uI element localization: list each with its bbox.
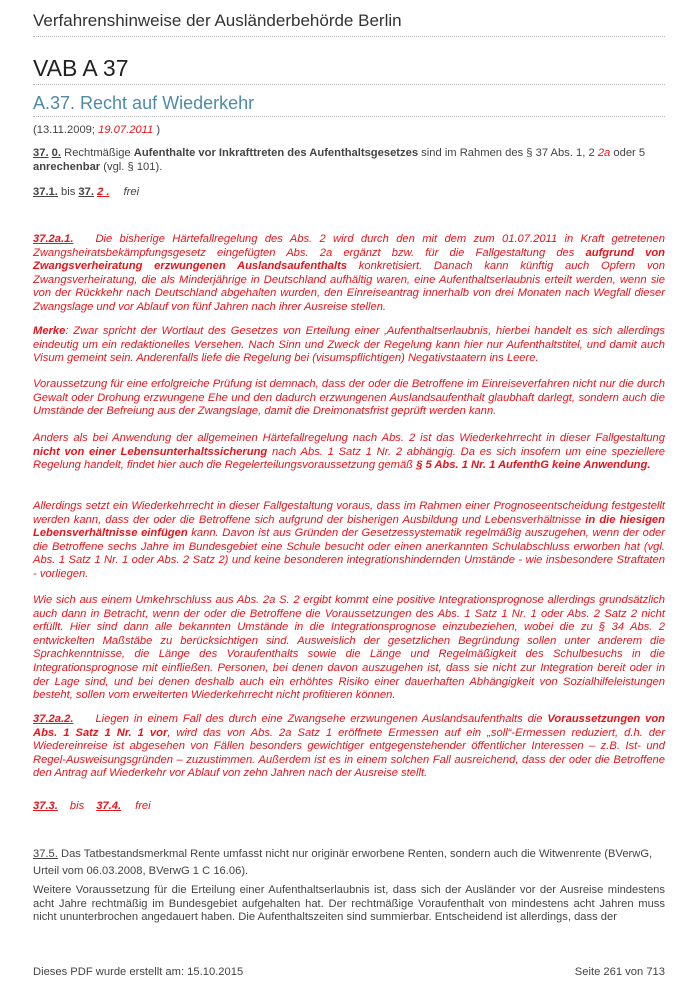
divider xyxy=(33,36,665,37)
ref-link[interactable]: 37. xyxy=(78,186,94,198)
paragraph-37-2a-2: 37.2a.2. Liegen in einem Fall des durch eine Zwangsehe erzwungenen Auslandsaufenthalts die Voraussetzungen von Abs. 1 Satz 1 Nr. 1 vor, wird das von Abs. 2a Satz 1 eröffnete Ermessen auf ein „soll“-Ermessen reduziert, d.h. der Wiedereinreise ist abgesehen von Fällen besonders gewichtiger entgegenstehender öffentlicher Interessen – z.B. Ist- und Regel-Ausweisungsgründen – zuzustimmen. Außerdem ist es in einem solchen Fall ausreichend, dass der oder die Betroffene den Antrag auf Wiederkehr vor Ablauf von zehn Jahren nach der Ausreise stellt. xyxy=(33,713,665,780)
ref-link[interactable]: 2 . xyxy=(97,186,110,198)
footer-page-number: Seite 261 von 713 xyxy=(574,966,665,978)
divider xyxy=(33,84,665,85)
paragraph-allerdings: Allerdings setzt ein Wiederkehrrecht in dieser Fallgestaltung voraus, dass im Rahmen einer Prognoseentscheidung festgestellt werden kann, dass der oder die Betroffene sich aufgrund der bisherigen Ausbildung und Lebensverhältnisse in die hiesigen Lebensverhältnisse einfügen kann. Davon ist aus Gründen der Gesetzessystematik regelmäßig auszugehen, wenn der oder die Betroffene sechs Jahre im Bundesgebiet eine Schule besucht oder einen anerkannten Schulabschluss erworben hat (vgl. Abs. 1 Satz 1 Nr. 1 oder Abs. 2 Satz 2) und keine besonderen integrationshindernden Umstände - wie insbesondere Straftaten - vorliegen. xyxy=(33,500,666,580)
ref-link[interactable]: 37.1. xyxy=(33,186,58,198)
ref-link[interactable]: 37.3. xyxy=(33,800,58,812)
paragraph-37-1: 37.1. bis 37. 2 . frei xyxy=(33,186,140,198)
revision-dates: (13.11.2009; 19.07.2011 ) xyxy=(33,124,161,136)
ref-link[interactable]: 0. xyxy=(51,147,62,159)
site-title: Verfahrenshinweise der Ausländerbehörde Berlin xyxy=(33,11,402,30)
footer-created: Dieses PDF wurde erstellt am: 15.10.2015 xyxy=(33,966,244,978)
ref-link[interactable]: 37.2a.2. xyxy=(33,713,74,725)
ref-link[interactable]: 37.5. xyxy=(33,848,58,860)
paragraph-37-3: 37.3. bis 37.4. frei xyxy=(33,800,151,812)
divider xyxy=(33,116,665,117)
paragraph-voraussetzung: Voraussetzung für eine erfolgreiche Prüfung ist demnach, dass der oder die Betroffene im Einreiseverfahren nicht nur die durch Gewalt oder Drohung erzwungene Ehe und den dadurch erzwungenen Auslandsaufenthalt glaubhaft darlegt, sondern auch die Umstände der Befreiung aus der Zwangslage, damit die Dreimonatsfrist geprüft werden kann. xyxy=(33,378,665,418)
paragraph-merke: Merke: Zwar spricht der Wortlaut des Gesetzes von Erteilung einer ‚Aufenthaltserlaubnis, hierbei handelt es sich allerdings eindeutig um ein redaktionelles Versehen. Nach Sinn und Zweck der Regelung kann hier nur Aufenthaltstitel, und damit auch Visum gemeint sein. Anderenfalls liefe die Regelung bei (visumspflichtigen) Negativstaatern ins Leere. xyxy=(33,325,665,365)
paragraph-weitere: Weitere Voraussetzung für die Erteilung einer Aufenthaltserlaubnis ist, dass sich der Ausländer vor der Ausreise mindestens acht Jahre rechtmäßig im Bundesgebiet aufgehalten hat. Der rechtmäßige Voraufenthalt von mindestens acht Jahren muss nicht ununterbrochen angedauert haben. Die Aufenthaltszeiten sind summierbar. Entscheidend ist allerdings, dass der xyxy=(33,884,665,924)
ref-link[interactable]: 37.2a.1. xyxy=(33,233,74,245)
paragraph-37-2a-1: 37.2a.1. Die bisherige Härtefallregelung des Abs. 2 wird durch den mit dem zum 01.07.2011 in Kraft getretenen Zwangsheiratsbekämpfungsgesetz eingefügten Abs. 2a ergänzt bzw. für die Fallgestaltung des aufgrund von Zwangsverheiratung erzwungenen Auslandsaufenthalts konkretisiert. Danach kann künftig auch Opfern von Zwangsverheiratung, die als Minderjährige in Deutschland aufhältig waren, eine Aufenthaltserlaubnis erteilt werden, wenn sie von der Rückkehr nach Deutschland abgehalten wurden, den Einreiseantrag innerhalb von drei Monaten nach Wegfall dieser Zwangslage und vor Ablauf von fünf Jahren nach ihrer Ausreise stellen. xyxy=(33,233,666,313)
ref-link[interactable]: 37.4. xyxy=(96,800,122,812)
paragraph-wie: Wie sich aus einem Umkehrschluss aus Abs. 2a S. 2 ergibt kommt eine positive Integrationsprognose allerdings grundsätzlich auch dann in Betracht, wenn der oder die Betroffene die Voraussetzungen des Abs. 1 Satz 1 Nr. 1 oder Abs. 2 Satz 2 nicht erfüllt. Hier sind dann alle bekannten Umstände in die Integrationsprognose einzubeziehen, wobei die zu § 34 Abs. 2 entwickelten Maßstäbe zu berücksichtigen sind. Ausweislich der gesetzlichen Begründung sollen unter anderem die Sprachkenntnisse, die Länge des Voraufenthalts sowie die Länge und Regelmäßigkeit des Schulbesuchs in die Integrationsprognose mit einfließen. Personen, bei denen davon auszugehen ist, dass sie nicht zur Integration bereit oder in der Lage sind, und bei denen deshalb auch ein erhöhtes Risiko einer dauerhaften Abhängigkeit von Sozialhilfeleistungen besteht, sollen vom erweiterten Wiederkehrrecht nicht profitieren können. xyxy=(33,594,665,702)
section-title: A.37. Recht auf Wiederkehr xyxy=(33,93,255,113)
paragraph-37-0: 37. 0. Rechtmäßige Aufenthalte vor Inkrafttreten des Aufenthaltsgesetzes sind im Rahmen des § 37 Abs. 1, 2 2a oder 5 anrechenbar (vgl. § 101). xyxy=(33,147,646,173)
ref-link[interactable]: 37. xyxy=(33,147,49,159)
updated-date: 19.07.2011 xyxy=(98,124,154,136)
paragraph-anders: Anders als bei Anwendung der allgemeinen Härtefallregelung nach Abs. 2 ist das Wiederkehrrecht in dieser Fallgestaltung nicht von einer Lebensunterhaltssicherung nach Abs. 1 Satz 1 Nr. 2 abhängig. Da es sich insofern um eine speziellere Regelung handelt, findet hier auch die Regelerteilungsvoraussetzung gemäß § 5 Abs. 1 Nr. 1 AufenthG keine Anwendung. xyxy=(33,432,665,472)
document-id: VAB A 37 xyxy=(33,55,129,81)
paragraph-37-5: 37.5. Das Tatbestandsmerkmal Rente umfasst nicht nur originär erworbene Renten, sondern auch die Witwenrente (BVerwG, Urteil vom 06.03.2008, BVerwG 1 C 16.06). xyxy=(33,848,653,877)
